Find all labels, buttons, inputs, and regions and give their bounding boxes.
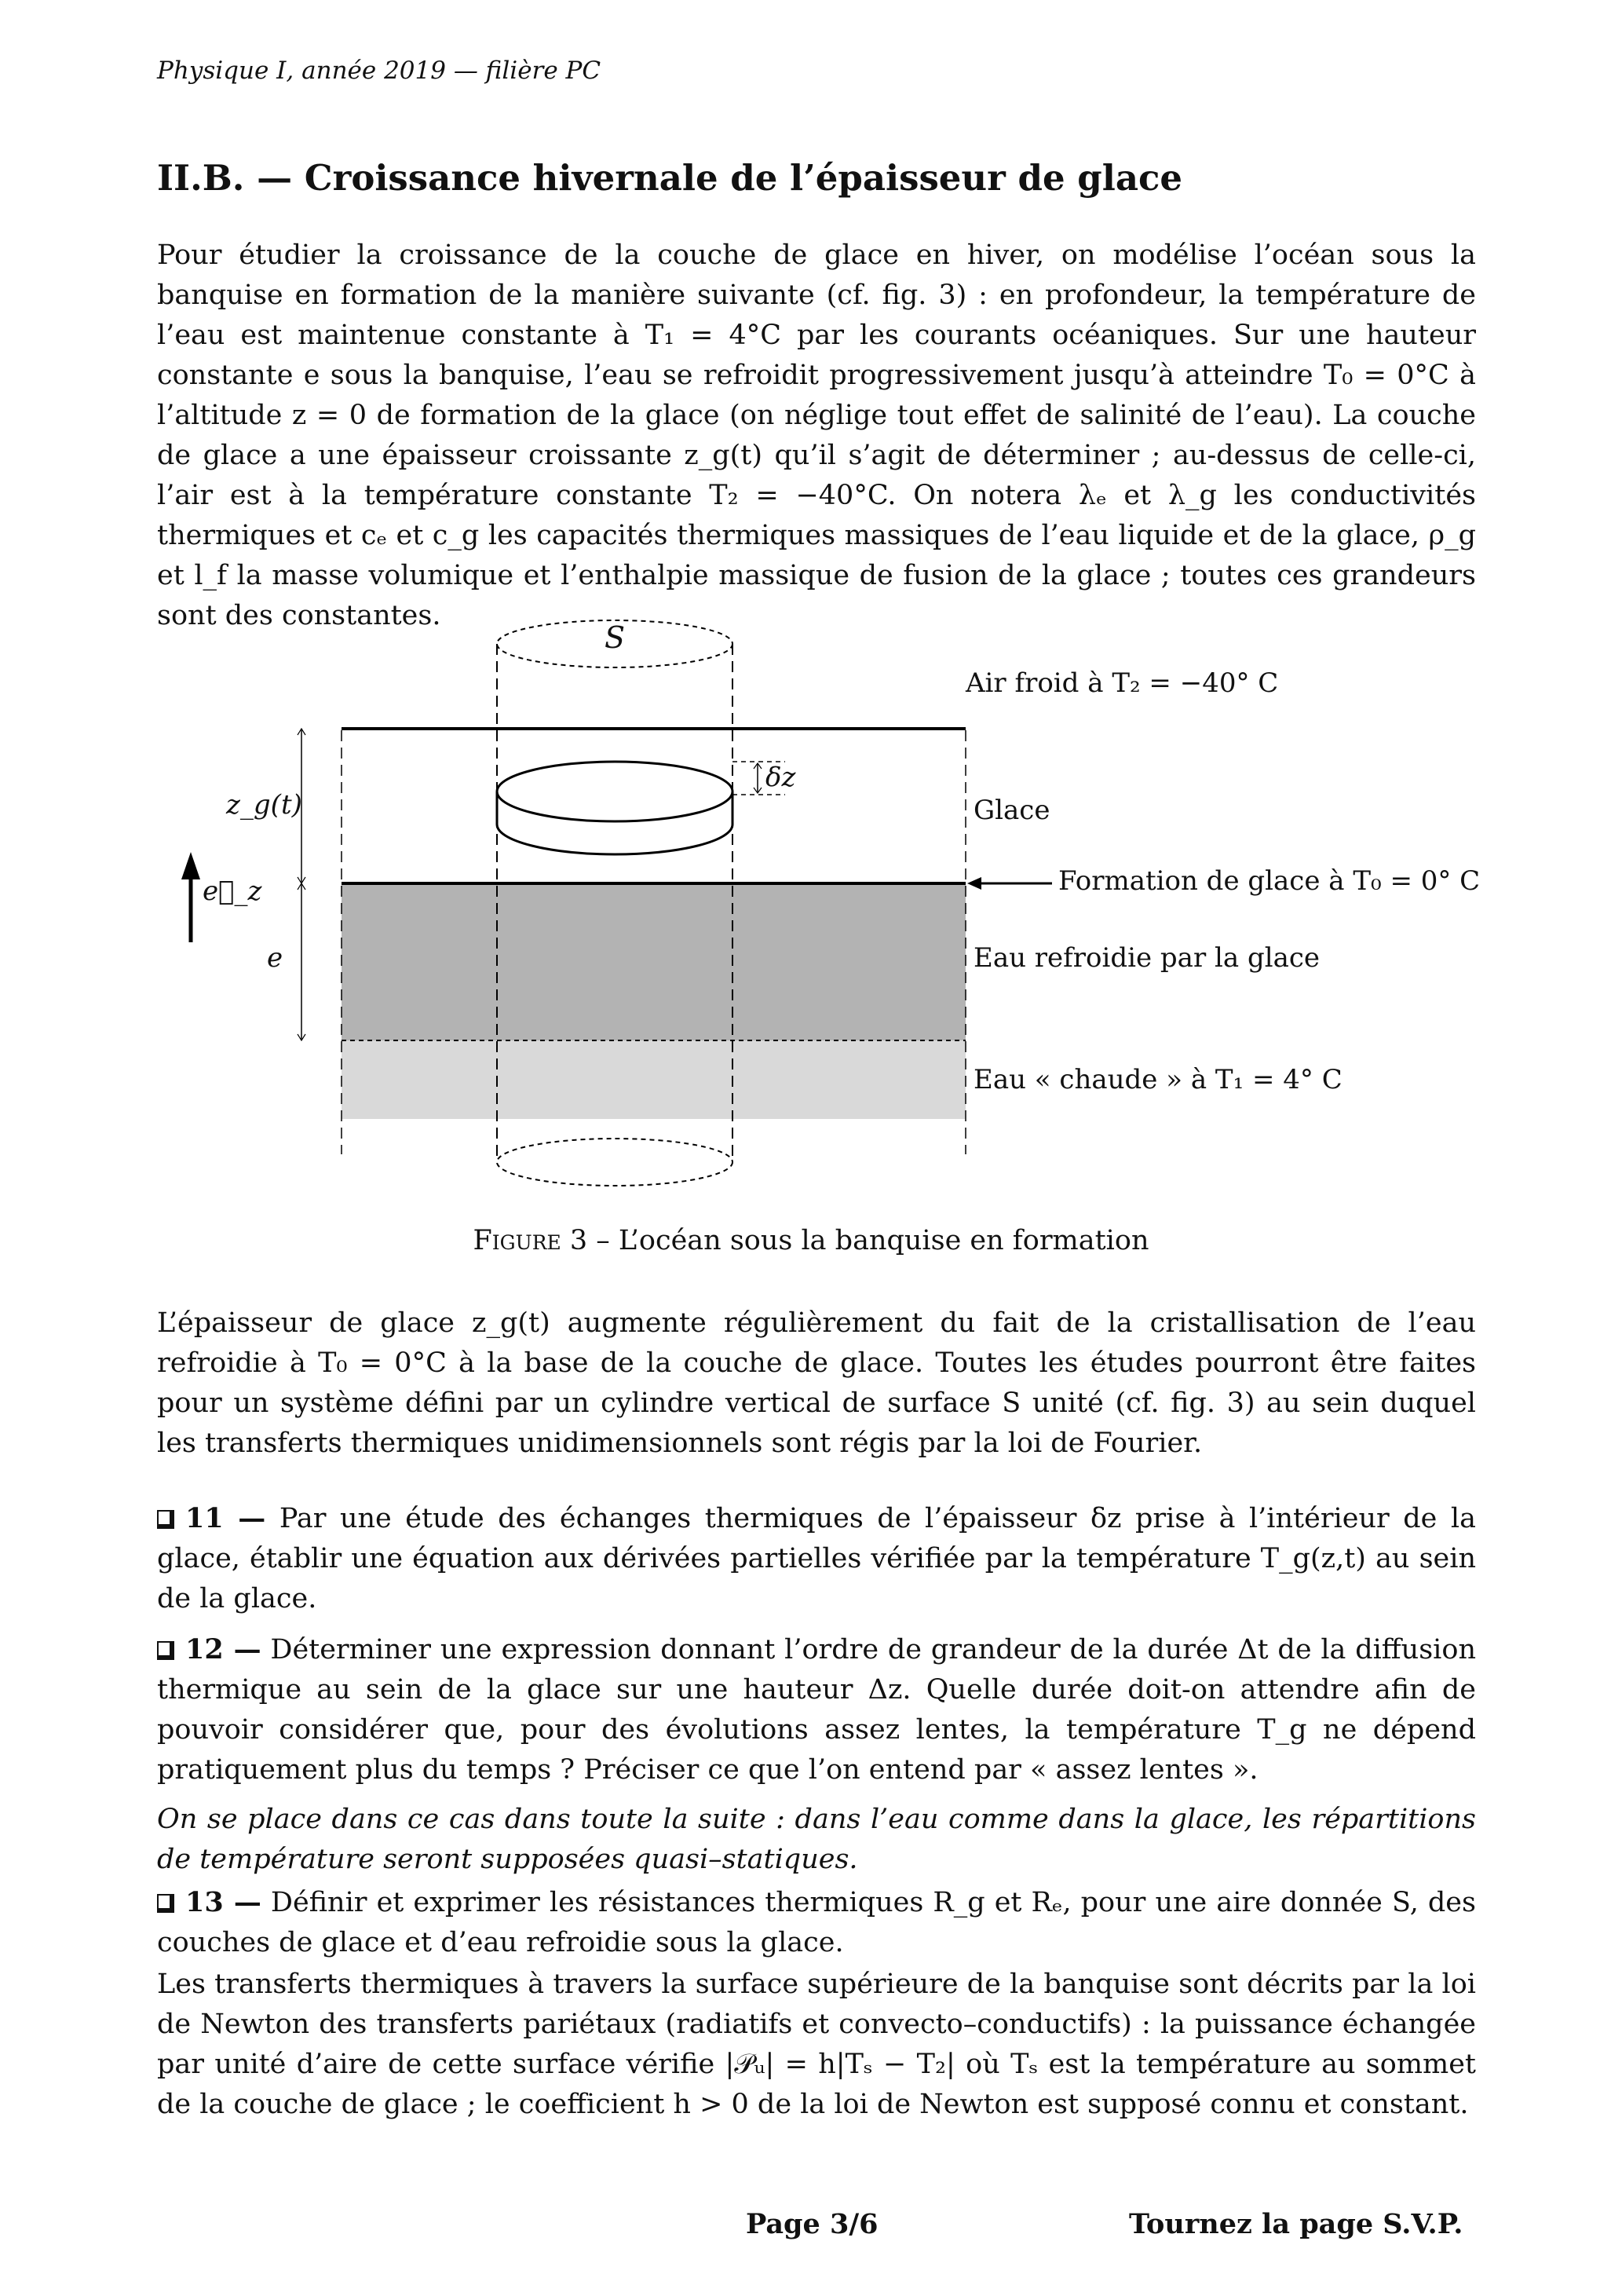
page-number: Page 3/6 bbox=[746, 2208, 879, 2240]
slice-top bbox=[497, 762, 732, 821]
question-text: Par une étude des échanges thermiques de l’épaisseur δz prise à l’intérieur de la glace, établir une équation aux dérivées partielles vérifiée par la température T_g(z,t) au sein de la glace. bbox=[157, 1503, 1476, 1614]
ice-label: Glace bbox=[974, 795, 1050, 826]
thickness-label: z_g(t) bbox=[226, 789, 302, 821]
cooled-water-label: Eau refroidie par la glace bbox=[974, 942, 1321, 974]
dz-label: δz bbox=[765, 762, 796, 793]
air-label: Air froid à T₂ = −40° C bbox=[966, 667, 1279, 699]
checkbox-icon bbox=[157, 1894, 174, 1913]
checkbox-icon bbox=[157, 1510, 174, 1529]
surface-label: S bbox=[605, 620, 626, 655]
caption-text: – L’océan sous la banquise en formation bbox=[587, 1225, 1149, 1256]
question-text: Définir et exprimer les résistances thermiques R_g et Rₑ, pour une aire donnée S, des couches de glace et d’eau refroidie sous la glace. bbox=[157, 1887, 1476, 1958]
paragraph-2: L’épaisseur de glace z_g(t) augmente régulièrement du fait de la cristallisation de l’eau refroidie à T₀ = 0°C à la base de la couche de glace. Toutes les études pourront être faites pour un système défini par un cylindre vertical de surface S unité (cf. fig. 3) au sein duquel les transferts thermiques unidimensionnels sont régis par la loi de Fourier. bbox=[157, 1307, 1476, 1459]
formation-label: Formation de glace à T₀ = 0° C bbox=[1058, 865, 1481, 897]
figure-3 bbox=[157, 612, 1492, 1209]
running-header: Physique I, année 2019 — filière PC bbox=[157, 57, 601, 85]
warm-water-label: Eau « chaude » à T₁ = 4° C bbox=[974, 1064, 1343, 1095]
question-11 bbox=[157, 1498, 1476, 1619]
ocean-diagram bbox=[157, 612, 1492, 1209]
figure-caption bbox=[0, 1225, 1622, 1256]
warm-water-layer bbox=[342, 1040, 966, 1119]
paragraph-3: Les transferts thermiques à travers la surface supérieure de la banquise sont décrits par la loi de Newton des transferts pariétaux (radiatifs et convecto–conductifs) : la puissance échangée par unité d’aire de cette surface vérifie |𝒫ᵤ| = h|Tₛ − T₂| où Tₛ est la température au sommet de la couche de glace ; le coefficient h > 0 de la loi de Newton est supposé connu et constant. bbox=[157, 1969, 1476, 2120]
question-text: Déterminer une expression donnant l’ordre de grandeur de la durée Δt de la diffusion thermique au sein de la glace sur une hauteur Δz. Quelle durée doit-on attendre afin de pouvoir considérer que, pour des évolutions assez lentes, la température T_g ne dépend pratiquement plus du temps ? Préciser ce que l’on entend par « assez lentes ». bbox=[157, 1634, 1476, 1786]
turn-page-note: Tournez la page S.V.P. bbox=[1129, 2208, 1463, 2240]
e-label: e bbox=[267, 942, 283, 974]
question-12 bbox=[157, 1629, 1476, 1790]
section-title: II.B. — Croissance hivernale de l’épaisseur de glace bbox=[157, 157, 1183, 199]
cooled-water-layer bbox=[342, 883, 966, 1040]
note-paragraph: On se place dans ce cas dans toute la suite : dans l’eau comme dans la glace, les répartitions de température seront supposées quasi–statiques. bbox=[157, 1804, 1476, 1875]
checkbox-icon bbox=[157, 1641, 174, 1660]
question-number: 13 — bbox=[185, 1886, 261, 1918]
ez-axis-label: e⃗_z bbox=[203, 876, 262, 907]
intro-paragraph: Pour étudier la croissance de la couche de glace en hiver, on modélise l’océan sous la banquise en formation de la manière suivante (cf. fig. 3) : en profondeur, la température de l’eau est maintenue constante à T₁ = 4°C par les courants océaniques. Sur une hauteur constante e sous la banquise, l’eau se refroidit progressivement jusqu’à atteindre T₀ = 0°C à l’altitude z = 0 de formation de la glace (on néglige tout effet de salinité de l’eau). La couche de glace a une épaisseur croissante z_g(t) qu’il s’agit de déterminer ; au-dessus de celle-ci, l’air est à la température constante T₂ = −40°C. On notera λₑ et λ_g les conductivités thermiques et cₑ et c_g les capacités thermiques massiques de l’eau liquide et de la glace, ρ_g et l_f la masse volumique et l’enthalpie massique de fusion de la glace ; toutes ces grandeurs sont des constantes. bbox=[157, 239, 1476, 631]
question-13 bbox=[157, 1882, 1476, 1963]
cylinder-bottom bbox=[497, 1139, 732, 1186]
question-number: 11 — bbox=[185, 1502, 266, 1534]
caption-prefix: Figure 3 bbox=[473, 1225, 588, 1256]
question-number: 12 — bbox=[185, 1633, 261, 1665]
